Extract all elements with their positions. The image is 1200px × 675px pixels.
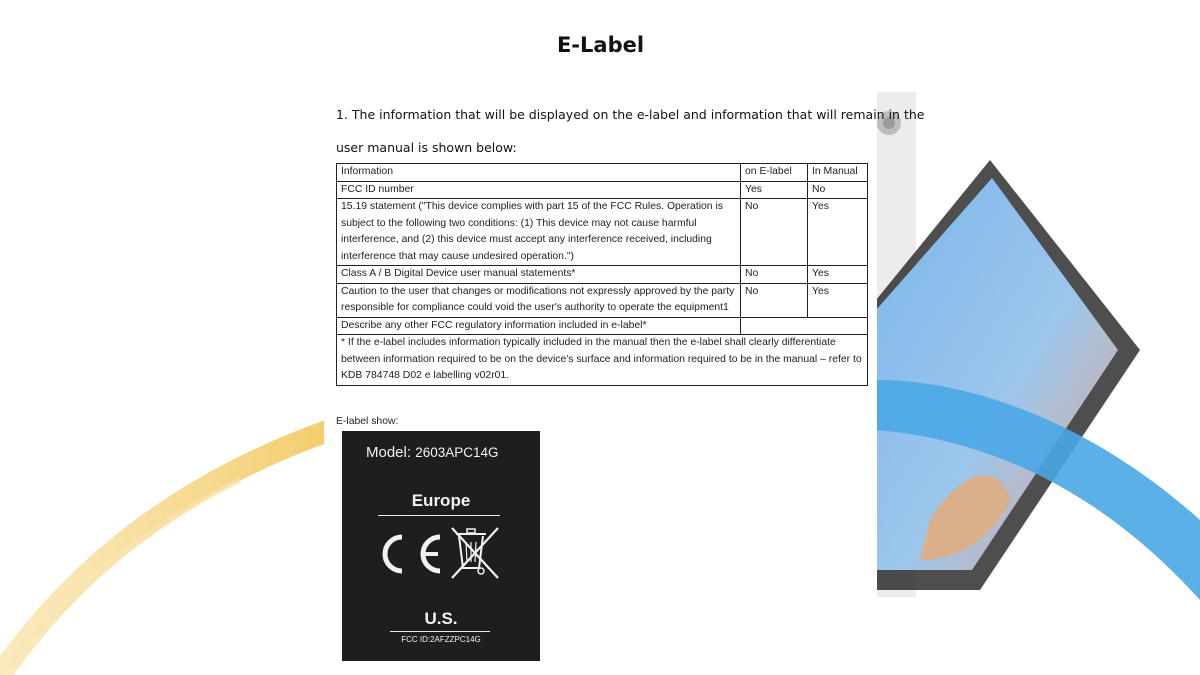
- cell-in-manual: Yes: [808, 199, 868, 266]
- cell-info: FCC ID number: [337, 181, 741, 199]
- intro-paragraph-line-1: 1. The information that will be displayed on the e-label and information that will remain in the: [336, 107, 925, 122]
- header-on-elabel: on E-label: [741, 164, 808, 182]
- weee-crossed-bin-icon: [450, 524, 502, 582]
- table-row: [337, 266, 868, 284]
- table-row: [337, 199, 868, 266]
- cell-in-manual: No: [808, 181, 868, 199]
- header-in-manual: In Manual: [808, 164, 868, 182]
- elabel-region-us: U.S.: [424, 609, 458, 628]
- elabel-model: [366, 444, 499, 461]
- cell-in-manual: Yes: [808, 266, 868, 284]
- elabel-model-label: Model:: [366, 444, 412, 461]
- elabel-fcc-id: FCC ID:2AFZZPC14G: [401, 635, 481, 644]
- cell-merged-empty: [741, 317, 868, 335]
- cell-info: Class A / B Digital Device user manual statements*: [337, 266, 741, 284]
- elabel-model-value: 2603APC14G: [415, 445, 499, 460]
- elabel-region-europe: Europe: [411, 491, 471, 510]
- cell-info: Caution to the user that changes or modifications not expressly approved by the party responsible for compliance could void the user's authority to operate the equipment1: [337, 283, 741, 317]
- elabel-caption: E-label show:: [336, 416, 399, 427]
- cell-on-elabel: No: [741, 199, 808, 266]
- cell-on-elabel: Yes: [741, 181, 808, 199]
- table-row: [337, 317, 868, 335]
- elabel-divider-us: [390, 631, 490, 632]
- cell-on-elabel: No: [741, 266, 808, 284]
- elabel-divider-europe: [378, 515, 500, 516]
- table-footnote-row: [337, 335, 868, 386]
- table-header-row: [337, 164, 868, 182]
- cell-on-elabel: No: [741, 283, 808, 317]
- page-title: E-Label: [556, 33, 645, 57]
- table-row: [337, 283, 868, 317]
- header-information: Information: [337, 164, 741, 182]
- elabel-image: [342, 431, 540, 661]
- cell-info: Describe any other FCC regulatory information included in e-label*: [337, 317, 741, 335]
- information-table: [336, 163, 868, 386]
- table-footnote: * If the e-label includes information typically included in the manual then the e-label shall clearly differentiate between information required to be on the device's surface and information required to be in the manual – refer to KDB 784748 D02 e labelling v02r01.: [337, 335, 868, 386]
- cell-in-manual: Yes: [808, 283, 868, 317]
- cell-info: 15.19 statement ("This device complies with part 15 of the FCC Rules. Operation is subject to the following two conditions: (1) This device may not cause harmful interference, and (2) this device must accept any interference received, including interference that may cause undesired operation."): [337, 199, 741, 266]
- table-row: [337, 181, 868, 199]
- document-page: [324, 0, 925, 675]
- intro-paragraph-line-2: user manual is shown below:: [336, 140, 517, 155]
